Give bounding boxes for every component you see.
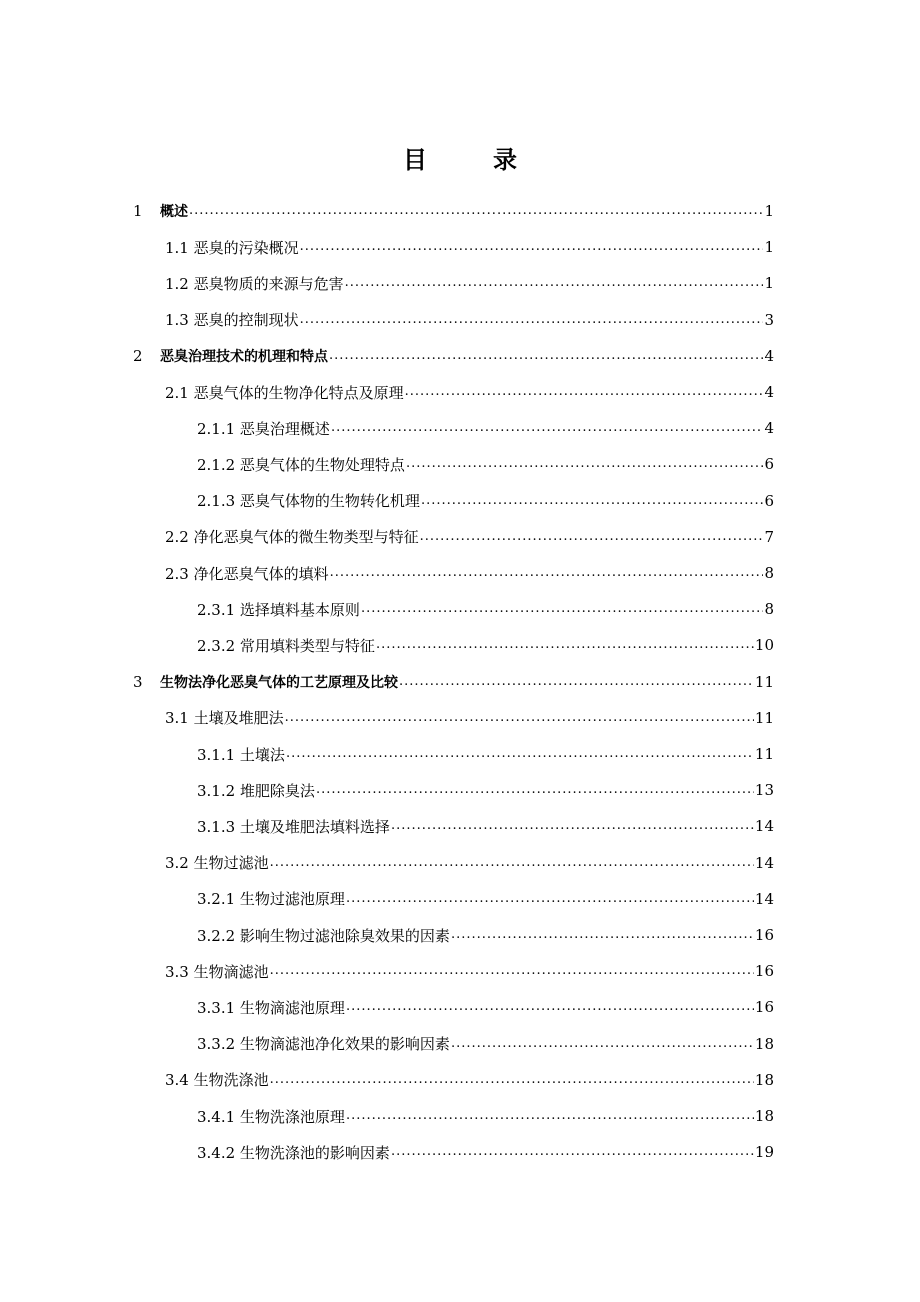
toc-entry-page: 18 [754, 1070, 774, 1089]
toc-entry[interactable] [133, 664, 774, 700]
toc-entry[interactable] [197, 483, 774, 519]
toc-entry-page: 1 [764, 274, 774, 293]
toc-entry-page: 14 [754, 817, 774, 836]
toc-entry-title: 生物法净化恶臭气体的工艺原理及比较 [160, 674, 398, 691]
toc-entry-title: 3.2 生物过滤池 [165, 854, 269, 873]
toc-leader-dots [405, 383, 764, 401]
toc-entry-title: 概述 [160, 204, 188, 220]
toc-leader-dots [316, 781, 754, 799]
toc-entry-page: 10 [754, 636, 774, 655]
toc-entry-number: 3 [133, 672, 143, 691]
toc-entry-title: 3.4 生物洗涤池 [165, 1071, 269, 1090]
toc-leader-dots [451, 1035, 754, 1053]
toc-leader-dots [399, 673, 754, 691]
toc-entry-page: 4 [764, 383, 774, 401]
toc-entry-page: 19 [754, 1143, 774, 1162]
toc-leader-dots [345, 274, 764, 292]
toc-entry[interactable] [165, 374, 774, 410]
toc-entry[interactable] [197, 1134, 774, 1170]
toc-entry-title: 2.1 恶臭气体的生物净化特点及原理 [165, 383, 404, 402]
toc-entry-page: 7 [764, 527, 774, 546]
toc-entry[interactable] [165, 229, 774, 265]
toc-entry[interactable] [133, 193, 774, 229]
toc-entry-title: 3.1.3 土壤及堆肥法填料选择 [197, 817, 390, 836]
toc-leader-dots [391, 817, 754, 835]
toc-entry[interactable] [197, 627, 774, 663]
toc-entry-title: 2.1.3 恶臭气体物的生物转化机理 [197, 492, 420, 511]
toc-entry[interactable] [165, 519, 774, 555]
toc-entry[interactable] [197, 736, 774, 772]
toc-entry-page: 8 [764, 564, 774, 582]
toc-entry-page: 16 [754, 926, 774, 944]
toc-entry-page: 14 [754, 853, 774, 872]
toc-entry[interactable] [165, 555, 774, 591]
toc-entry-page: 13 [754, 781, 774, 800]
toc-entry-page: 11 [754, 745, 774, 763]
toc-entry-page: 18 [754, 1034, 774, 1053]
toc-leader-dots [421, 492, 764, 510]
toc-entry[interactable] [197, 1098, 774, 1134]
toc-entry-title: 3.1.1 土壤法 [197, 745, 285, 764]
toc-leader-dots [346, 1107, 754, 1125]
toc-entry-page: 1 [764, 238, 774, 257]
toc-entry-page: 1 [764, 202, 774, 220]
toc-leader-dots [300, 311, 764, 329]
toc-leader-dots [300, 238, 764, 256]
toc-entry-page: 16 [754, 998, 774, 1017]
toc-entry-title: 3.4.2 生物洗涤池的影响因素 [197, 1143, 390, 1162]
toc-entry-title: 2.3.2 常用填料类型与特征 [197, 636, 375, 655]
toc-entry-title: 2.3.1 选择填料基本原则 [197, 600, 360, 619]
toc-entry-title: 恶臭治理技术的机理和特点 [160, 348, 328, 365]
toc-leader-dots [270, 962, 754, 980]
toc-leader-dots [331, 419, 764, 437]
toc-leader-dots [270, 1071, 754, 1089]
toc-entry-title: 2.2 净化恶臭气体的微生物类型与特征 [165, 528, 419, 547]
toc-entry[interactable] [165, 302, 774, 338]
toc-entry-page: 14 [754, 889, 774, 908]
toc-entry-title: 3.1.2 堆肥除臭法 [197, 781, 315, 800]
toc-entry-title: 2.3 净化恶臭气体的填料 [165, 564, 329, 583]
toc-entry[interactable] [197, 1026, 774, 1062]
toc-entry[interactable] [197, 917, 774, 953]
toc-entry-page: 11 [754, 708, 774, 727]
toc-entry-page: 6 [764, 491, 774, 510]
toc-entry-page: 4 [764, 419, 774, 438]
toc-leader-dots [346, 890, 754, 908]
toc-entry-page: 4 [764, 346, 774, 365]
toc-entry[interactable] [197, 772, 774, 808]
toc-entry-page: 8 [764, 600, 774, 619]
toc-entry-title: 3.2.1 生物过滤池原理 [197, 890, 345, 909]
title-char-right: 录 [493, 146, 517, 174]
toc-leader-dots [361, 600, 764, 618]
toc-entry-number: 1 [133, 202, 143, 220]
toc-leader-dots [376, 636, 754, 654]
toc-entry-title: 3.3.2 生物滴滤池净化效果的影响因素 [197, 1035, 450, 1054]
toc-entry[interactable] [197, 808, 774, 844]
toc-entry[interactable] [165, 1062, 774, 1098]
toc-leader-dots [346, 998, 754, 1016]
toc-entry-page: 6 [764, 455, 774, 474]
toc-entry-title: 3.3 生物滴滤池 [165, 962, 269, 981]
toc-entry-title: 1.1 恶臭的污染概况 [165, 238, 299, 257]
toc-entry[interactable] [197, 591, 774, 627]
toc-entry[interactable] [197, 410, 774, 446]
toc-entry[interactable] [133, 338, 774, 374]
toc-leader-dots [286, 745, 754, 763]
toc-leader-dots [330, 564, 764, 582]
toc-entry-page: 16 [754, 962, 774, 981]
toc-entry-page: 11 [754, 672, 774, 691]
toc-entry[interactable] [165, 265, 774, 301]
toc-leader-dots [270, 854, 754, 872]
toc-leader-dots [420, 528, 764, 546]
toc-entry[interactable] [165, 953, 774, 989]
toc-entry-title: 3.4.1 生物洗涤池原理 [197, 1107, 345, 1126]
toc-leader-dots [391, 1143, 754, 1161]
toc-entry-page: 18 [754, 1107, 774, 1125]
toc-leader-dots [406, 455, 764, 473]
toc-leader-dots [451, 926, 754, 944]
toc-entry[interactable] [165, 845, 774, 881]
toc-entry[interactable] [197, 881, 774, 917]
page-title [0, 140, 920, 175]
toc-entry-title: 3.1 土壤及堆肥法 [165, 709, 284, 728]
toc-entry-number: 2 [133, 346, 143, 365]
toc-leader-dots [189, 202, 763, 220]
toc-entry-page: 3 [764, 310, 774, 329]
toc-entry[interactable] [197, 446, 774, 482]
toc-entry-title: 3.2.2 影响生物过滤池除臭效果的因素 [197, 926, 450, 945]
toc-entry-title: 2.1.2 恶臭气体的生物处理特点 [197, 455, 405, 474]
toc-entry[interactable] [197, 989, 774, 1025]
toc-entry-title: 1.3 恶臭的控制现状 [165, 311, 299, 330]
toc-entry-title: 2.1.1 恶臭治理概述 [197, 419, 330, 438]
toc-entry[interactable] [165, 700, 774, 736]
toc-leader-dots [329, 347, 763, 365]
toc-leader-dots [285, 709, 754, 727]
toc-entry-title: 3.3.1 生物滴滤池原理 [197, 998, 345, 1017]
title-char-left: 目 [403, 146, 427, 174]
toc-entry-title: 1.2 恶臭物质的来源与危害 [165, 274, 344, 293]
